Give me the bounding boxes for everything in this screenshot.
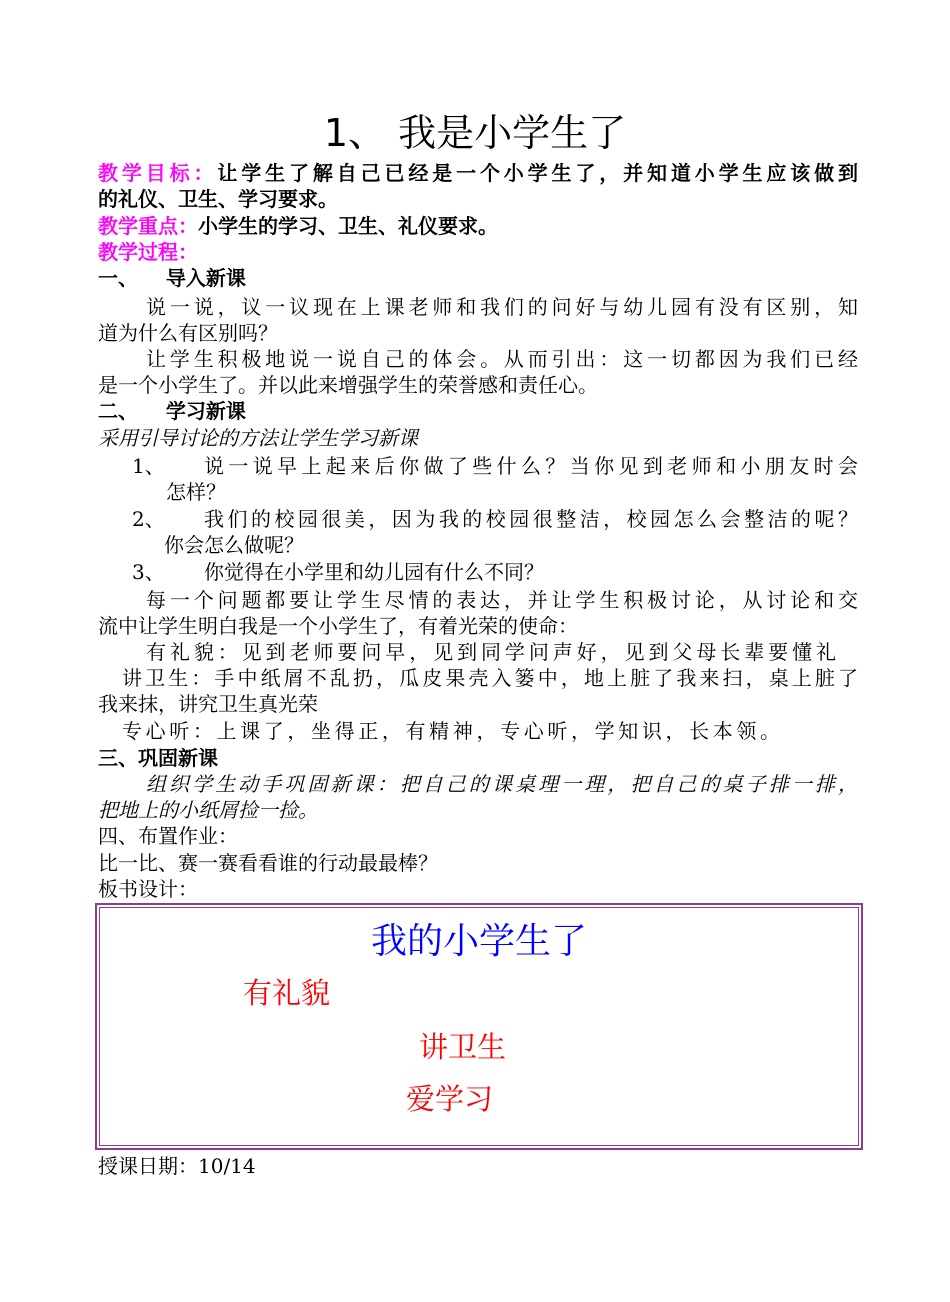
- sec1-p2-line-2: 是一个小学生了。并以此来增强学生的荣誉感和责任心。: [98, 373, 598, 397]
- section-1-heading: 一、 导入新课: [98, 266, 246, 290]
- sec2-p-line-2: 流中让学生明白我是一个小学生了，有着光荣的使命：: [98, 614, 578, 638]
- focus-label: 教学重点：: [98, 214, 198, 238]
- question-3-number: 3、: [132, 560, 165, 584]
- goal-label: 教学目标：: [98, 161, 218, 185]
- board-item-hygiene: 讲卫生: [419, 1030, 507, 1064]
- process-label: 教学过程：: [98, 240, 198, 264]
- question-2-number: 2、: [132, 507, 165, 531]
- goal-line-1: [98, 160, 858, 186]
- board-title: 我的小学生了: [370, 921, 587, 962]
- board-item-study: 爱学习: [406, 1082, 494, 1116]
- sec2-method: 采用引导讨论的方法让学生学习新课: [98, 426, 418, 450]
- board-label: 板书设计：: [98, 877, 198, 901]
- section-3-heading: 三、巩固新课: [98, 746, 218, 770]
- sec3-line-1: 组织学生动手巩固新课：把自己的课桌理一理，把自己的桌子排一排，: [146, 772, 858, 796]
- sec1-p2-line-1: 让学生积极地说一说自己的体会。从而引出：这一切都因为我们已经: [146, 347, 858, 371]
- focus-line: [98, 213, 858, 239]
- homework-text: 比一比、赛一赛看看谁的行动最最棒？: [98, 851, 438, 875]
- board-design-box: [95, 903, 863, 1150]
- goal-text-2: 的礼仪、卫生、学习要求。: [98, 187, 338, 211]
- sec1-p1-line-2: 道为什么有区别吗？: [98, 321, 278, 345]
- board-item-polite: 有礼貌: [243, 976, 331, 1010]
- question-2-line-2: 你会怎么做呢？: [164, 533, 304, 557]
- polite-line: 有礼貌：见到老师要问早，见到同学问声好，见到父母长辈要懂礼: [146, 640, 836, 664]
- section-4-heading: 四、布置作业：: [98, 824, 238, 848]
- hygiene-line-2: 我来抹，讲究卫生真光荣: [98, 692, 318, 716]
- lesson-date: 授课日期：10/14: [98, 1154, 256, 1178]
- listen-line: 专心听：上课了，坐得正，有精神，专心听，学知识，长本领。: [122, 719, 780, 743]
- sec2-p-line-1: 每一个问题都要让学生尽情的表达，并让学生积极讨论，从讨论和交: [146, 588, 858, 612]
- goal-text-1: 让学生了解自己已经是一个小学生了，并知道小学生应该做到: [217, 161, 859, 185]
- focus-text: 小学生的学习、卫生、礼仪要求。: [198, 214, 498, 238]
- section-2-heading: 二、 学习新课: [98, 399, 246, 423]
- lesson-title: 1、 我是小学生了: [323, 111, 627, 155]
- question-3-line-1: 你觉得在小学里和幼儿园有什么不同？: [204, 560, 544, 584]
- question-1-line-2: 怎样？: [166, 480, 226, 504]
- sec3-line-2: 把地上的小纸屑捡一捡。: [98, 798, 318, 822]
- question-1-number: 1、: [132, 454, 165, 478]
- hygiene-line-1: 讲卫生：手中纸屑不乱扔，瓜皮果壳入篓中，地上脏了我来扫，桌上脏了: [122, 666, 858, 690]
- question-1-line-1: 说一说早上起来后你做了些什么？当你见到老师和小朋友时会: [204, 454, 858, 478]
- question-2-line-1: 我们的校园很美，因为我的校园很整洁，校园怎么会整洁的呢？: [204, 507, 858, 531]
- sec1-p1-line-1: 说一说，议一议现在上课老师和我们的问好与幼儿园有没有区别，知: [146, 295, 858, 319]
